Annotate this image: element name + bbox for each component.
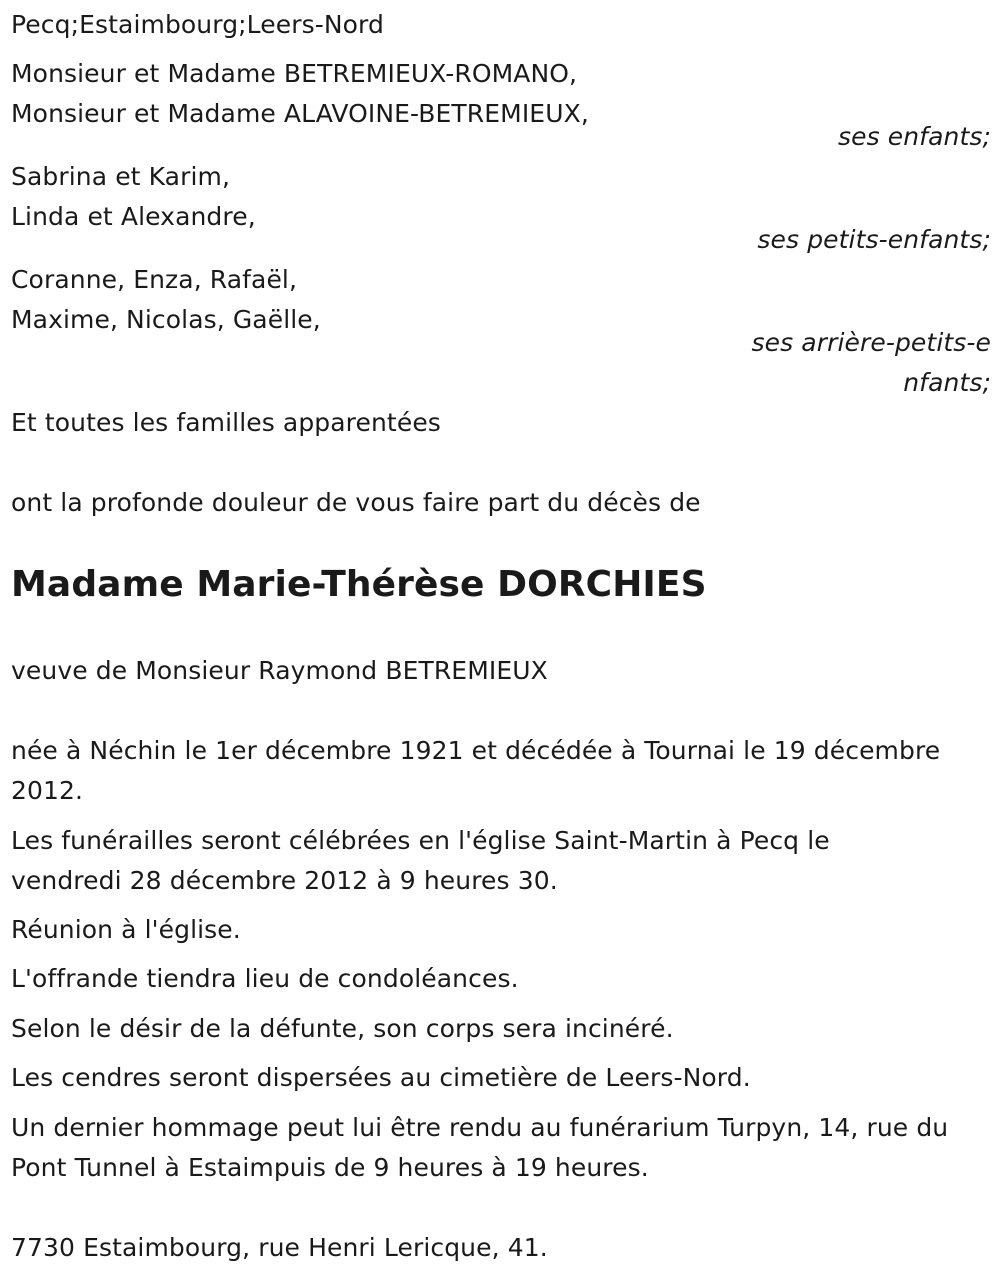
grandchild-line: Linda et Alexandre, <box>11 202 256 231</box>
deceased-name: Madame Marie-Thérèse DORCHIES <box>11 564 707 605</box>
locations-header: Pecq;Estaimbourg;Leers-Nord <box>11 10 384 39</box>
child-line: Monsieur et Madame ALAVOINE-BETREMIEUX, <box>11 99 589 128</box>
gathering-info: Réunion à l'église. <box>11 915 241 944</box>
offering-info: L'offrande tiendra lieu de condoléances. <box>11 964 519 993</box>
grandchild-line: Sabrina et Karim, <box>11 162 231 191</box>
birth-death-info: née à Néchin le 1er décembre 1921 et décédée à Tournai le 19 décembre 2012. <box>11 736 941 805</box>
great-grandchild-line: Maxime, Nicolas, Gaëlle, <box>11 305 321 334</box>
funeral-details: Les funérailles seront célébrées en l'église Saint-Martin à Pecq le vendredi 28 décembre 2012 à 9 heures 30. <box>11 826 830 895</box>
cremation-info: Selon le désir de la défunte, son corps sera incinéré. <box>11 1014 674 1043</box>
great-grandchild-line: Coranne, Enza, Rafaël, <box>11 265 298 294</box>
other-families: Et toutes les familles apparentées <box>11 408 441 437</box>
grandchildren-label: ses petits-enfants; <box>757 225 991 254</box>
tribute-info: Un dernier hommage peut lui être rendu au funérarium Turpyn, 14, rue du Pont Tunnel à Estaimpuis de 9 heures à 19 heures. <box>11 1113 949 1182</box>
children-label: ses enfants; <box>837 122 991 151</box>
child-line: Monsieur et Madame BETREMIEUX-ROMANO, <box>11 59 578 88</box>
ashes-info: Les cendres seront dispersées au cimetière de Leers-Nord. <box>11 1063 751 1092</box>
widow-of: veuve de Monsieur Raymond BETREMIEUX <box>11 656 548 685</box>
family-address: 7730 Estaimbourg, rue Henri Lericque, 41. <box>11 1233 548 1262</box>
great-grandchildren-label: ses arrière-petits-enfants; <box>751 328 991 397</box>
announcement-intro: ont la profonde douleur de vous faire part du décès de <box>11 488 701 517</box>
